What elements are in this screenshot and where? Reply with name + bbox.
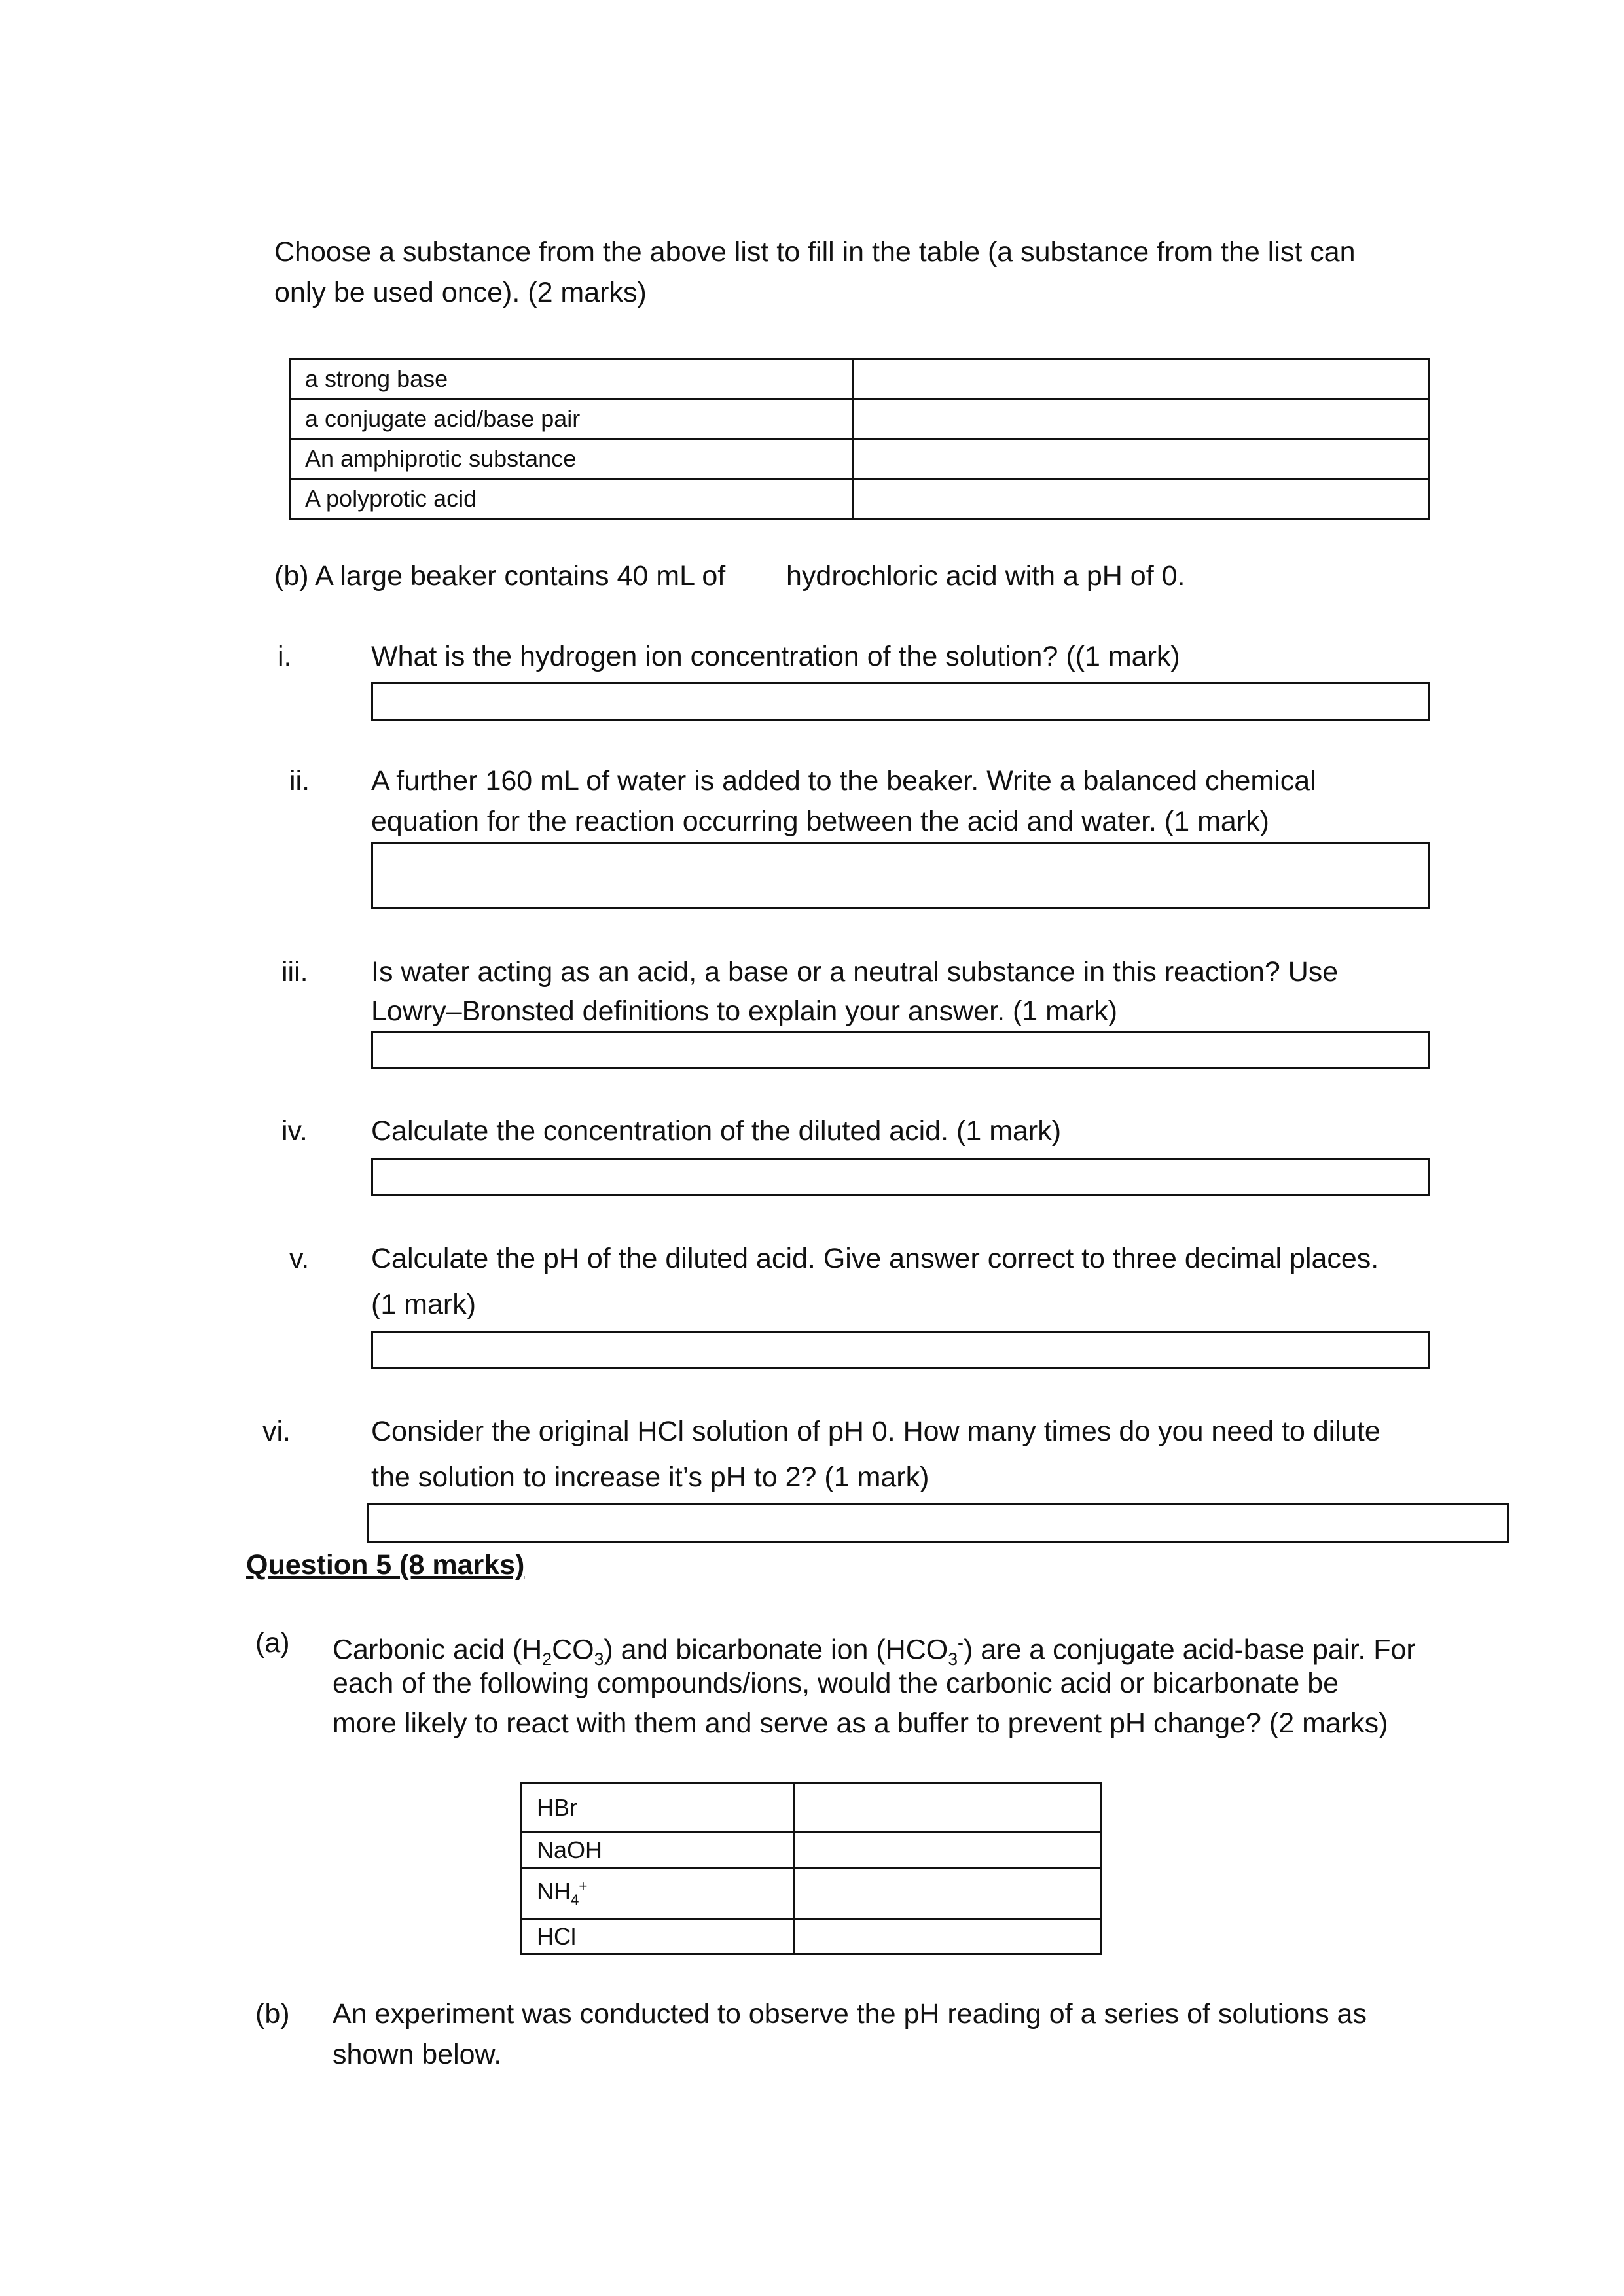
part-a-label: (a)	[255, 1627, 290, 1659]
answer-box-v[interactable]	[371, 1331, 1430, 1369]
part-b-line-2: shown below.	[333, 2039, 502, 2070]
row-label: HBr	[522, 1783, 795, 1833]
question-text: Consider the original HCl solution of pH 0. How many times do you need to dilute	[371, 1416, 1380, 1447]
question-text: equation for the reaction occurring between the acid and water. (1 mark)	[371, 806, 1269, 837]
question-number: iv.	[281, 1115, 308, 1147]
question-text: A further 160 mL of water is added to the beaker. Write a balanced chemical	[371, 765, 1316, 797]
row-label: $NH_4^+$	[522, 1868, 795, 1919]
answer-box-iii[interactable]	[371, 1031, 1430, 1069]
answer-cell[interactable]	[853, 479, 1429, 519]
answer-cell[interactable]	[853, 399, 1429, 439]
answer-cell[interactable]	[795, 1919, 1102, 1954]
question-text: the solution to increase it’s pH to 2? (1 mark)	[371, 1462, 929, 1493]
substance-table	[289, 358, 1430, 520]
question-number: iii.	[281, 956, 308, 988]
answer-cell[interactable]	[853, 439, 1429, 479]
question-number: vi.	[262, 1416, 291, 1447]
part-b-label: (b)	[255, 1998, 290, 2030]
question-text: Calculate the pH of the diluted acid. Give answer correct to three decimal places.	[371, 1243, 1379, 1274]
answer-box-vi[interactable]	[367, 1503, 1509, 1543]
part-a-line-3: more likely to react with them and serve as a buffer to prevent pH change? (2 marks)	[333, 1708, 1388, 1739]
question-5-heading: Question 5 (8 marks)	[246, 1549, 525, 1581]
answer-box-iv[interactable]	[371, 1158, 1430, 1196]
answer-cell[interactable]	[795, 1783, 1102, 1833]
answer-box-ii[interactable]	[371, 842, 1430, 909]
question-text: Is water acting as an acid, a base or a neutral substance in this reaction? Use	[371, 956, 1339, 988]
part-b-stem-a: (b) A large beaker contains 40 mL of	[274, 560, 726, 592]
instruction-line-2: only be used once). (2 marks)	[274, 277, 647, 308]
answer-cell[interactable]	[853, 359, 1429, 399]
answer-box-i[interactable]	[371, 682, 1430, 721]
part-a-line-1: Carbonic acid $(H_2CO_3)$ and bicarbonate ion $(HCO_3^-)$ are a conjugate acid-base pair. For	[333, 1633, 1416, 1669]
question-text: What is the hydrogen ion concentration of the solution? ((1 mark)	[371, 641, 1180, 672]
part-a-line-2: each of the following compounds/ions, would the carbonic acid or bicarbonate be	[333, 1668, 1339, 1699]
row-label: a conjugate acid/base pair	[290, 399, 853, 439]
part-b-stem-b: hydrochloric acid with a pH of 0.	[786, 560, 1185, 592]
question-text: Calculate the concentration of the diluted acid. (1 mark)	[371, 1115, 1062, 1147]
question-number: ii.	[289, 765, 310, 797]
question-number: i.	[278, 641, 292, 672]
row-label: NaOH	[522, 1833, 795, 1868]
part-b-line-1: An experiment was conducted to observe the pH reading of a series of solutions as	[333, 1998, 1367, 2030]
buffer-table	[520, 1782, 1102, 1955]
question-text: Lowry–Bronsted definitions to explain your answer. (1 mark)	[371, 996, 1118, 1027]
question-text: (1 mark)	[371, 1289, 477, 1320]
row-label: A polyprotic acid	[290, 479, 853, 519]
row-label: a strong base	[290, 359, 853, 399]
instruction-line-1: Choose a substance from the above list to fill in the table (a substance from the list can	[274, 236, 1356, 268]
answer-cell[interactable]	[795, 1868, 1102, 1919]
answer-cell[interactable]	[795, 1833, 1102, 1868]
question-number: v.	[289, 1243, 310, 1274]
row-label: HCl	[522, 1919, 795, 1954]
row-label: An amphiprotic substance	[290, 439, 853, 479]
